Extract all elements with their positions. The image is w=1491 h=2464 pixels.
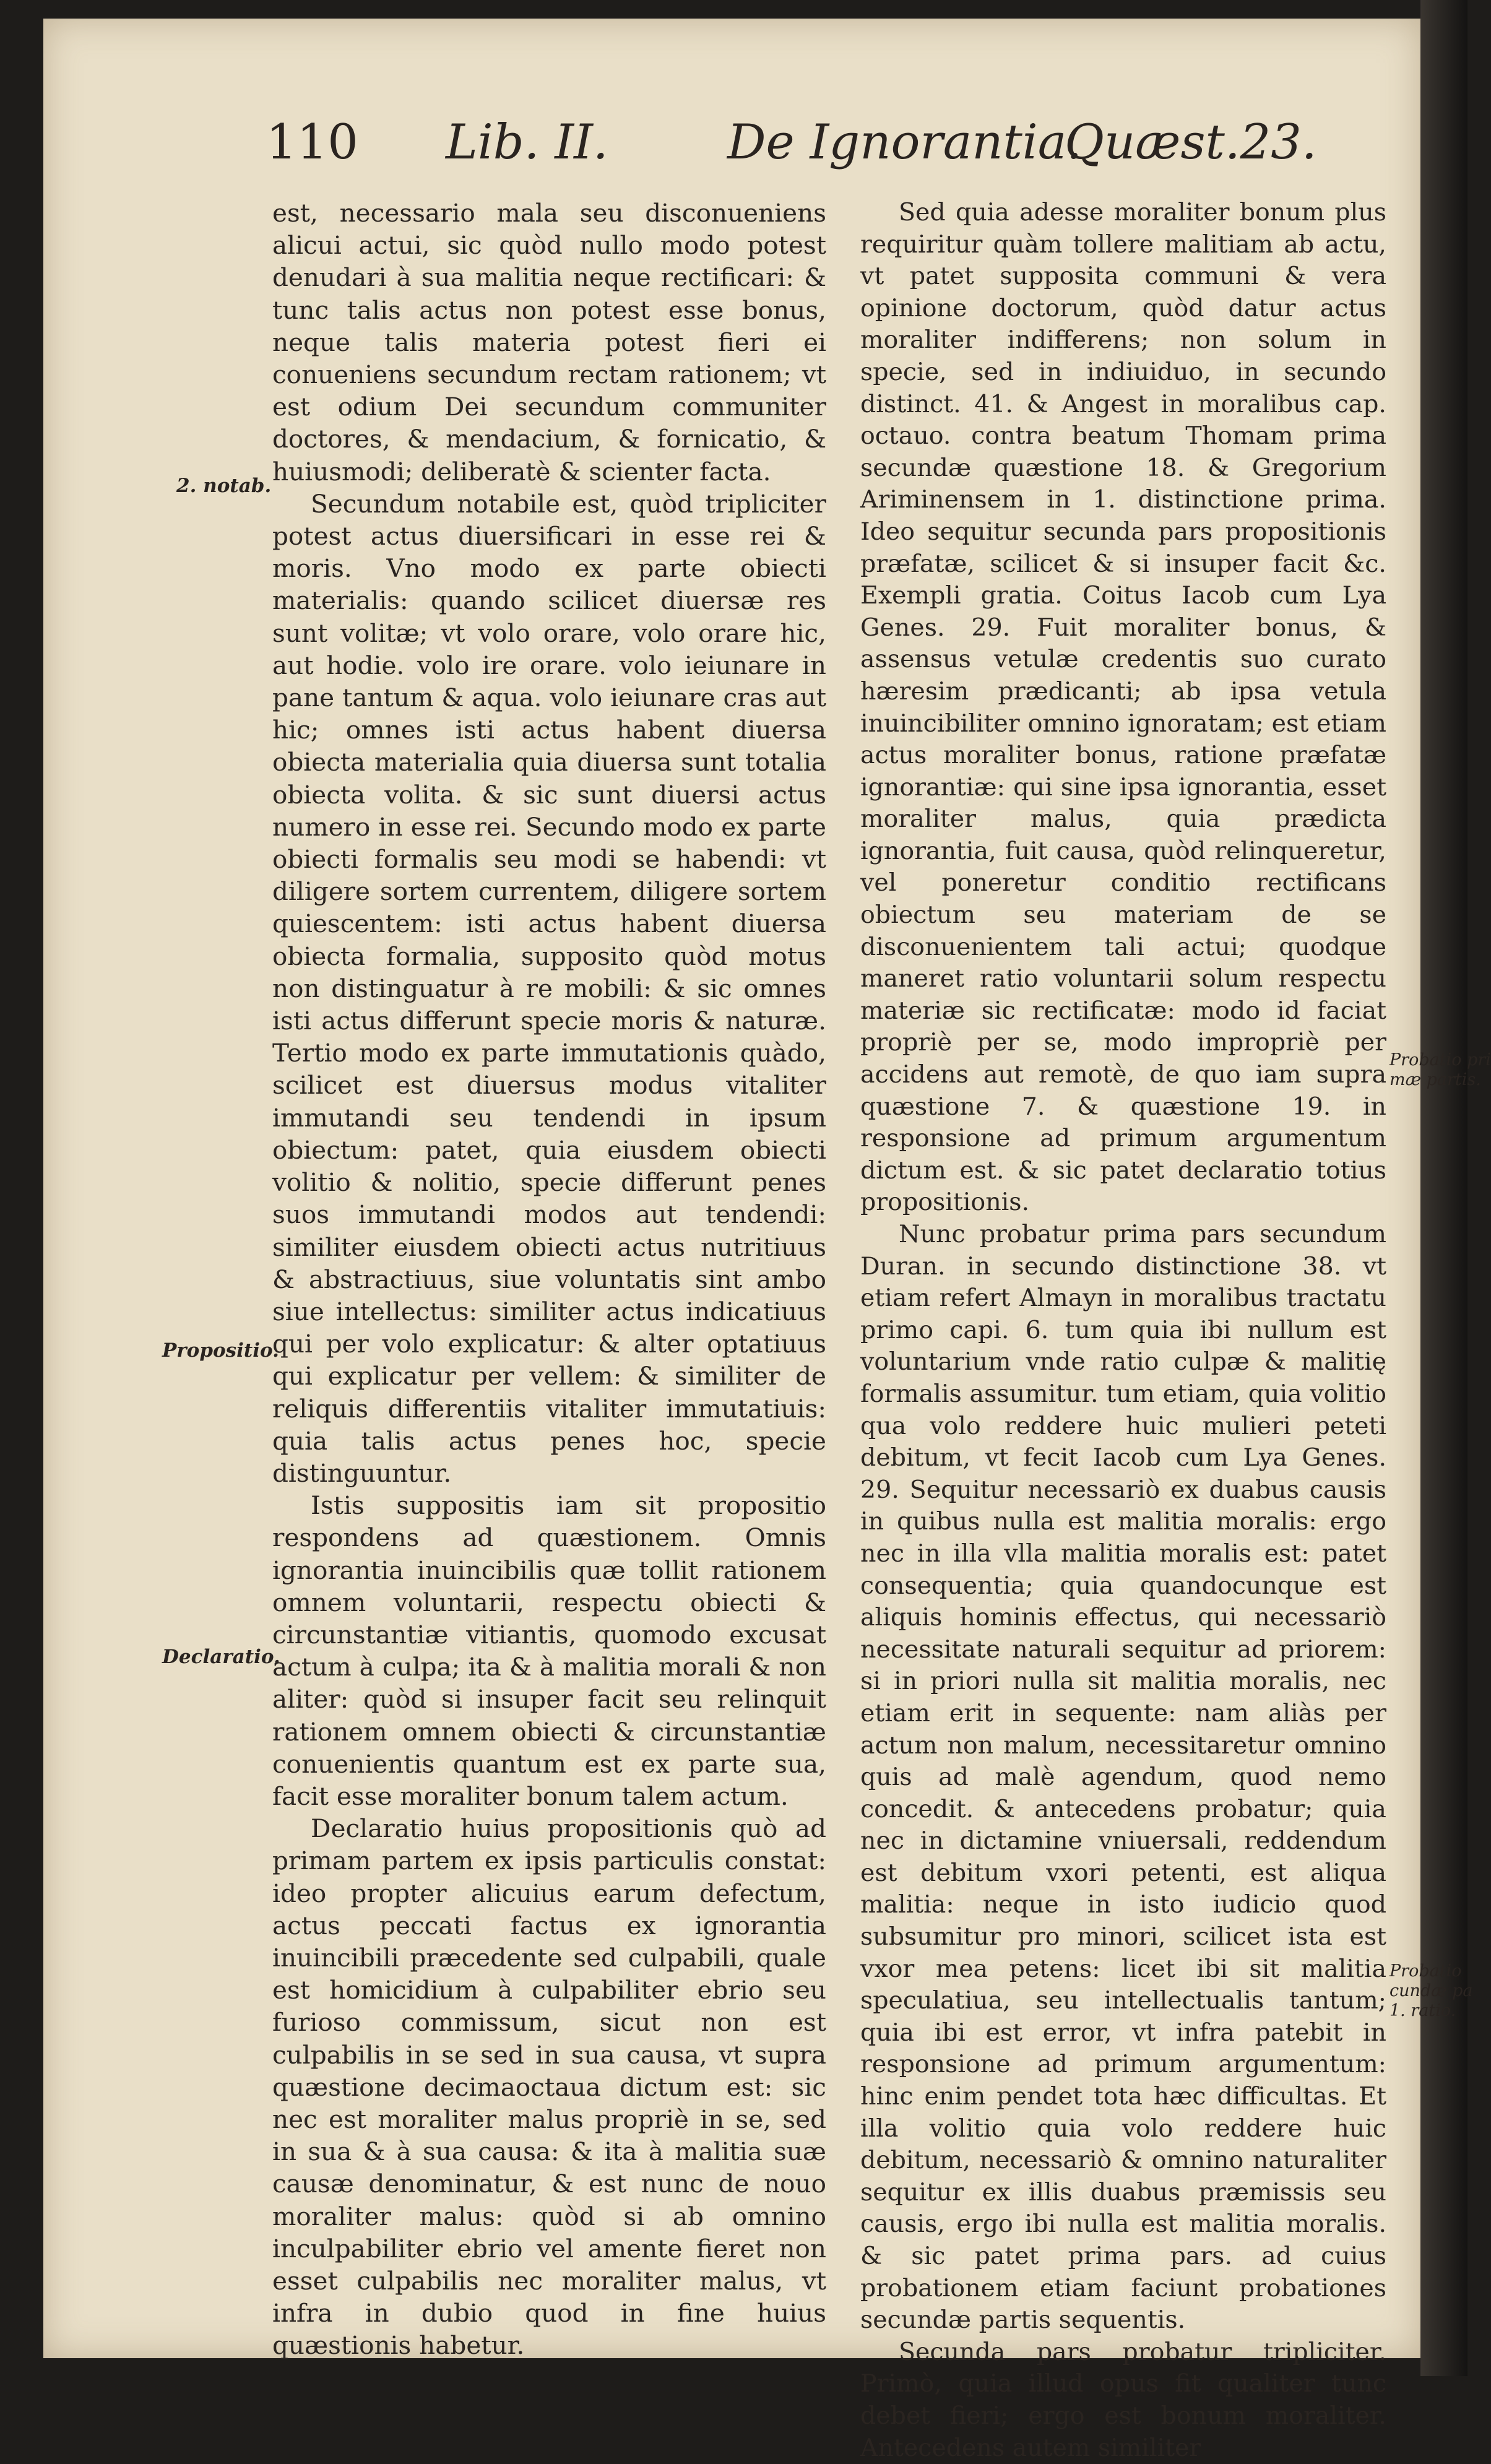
paragraph: Nunc probatur prima pars secundum Duran. in secundo distinctione 38. vt etiam refert Almayn in moralibus tractatu primo capi. 6. tum quia ibi nullum est voluntarium vnde ratio culpæ & malitię formalis assumitur. tum etiam, quia volitio qua volo reddere huic mulieri peteti debitum, vt fecit Iacob cum Lya Genes. 29. Sequitur necessariò ex duabus causis in quibus nulla est malitia moralis: ergo nec in illa vlla malitia moralis est: patet consequentia; quia quandocunque est aliquis hominis effectus, qui necessariò necessitate naturali sequitur ad priorem: si in priori nulla sit malitia moralis, nec etiam erit in sequente: nam aliàs per actum non malum, necessitaretur omnino quis ad malè agendum, quod nemo concedit. & antecedens probatur; quia nec in dictamine vniuersali, reddendum est debitum vxori petenti, est aliqua malitia: neque in isto iudicio quod subsumitur pro minori, scilicet ista est vxor mea petens: licet ibi sit malitia speculatiua, seu intellectualis tantum; quia ibi est error, vt infra patebit in responsione ad primum argumentum: hinc enim pendet tota hæc difficultas. Et illa volitio quia volo reddere huic debitum, necessariò & omnino naturaliter sequitur ex illis duabus præmissis seu causis, ergo ibi nulla est malitia moralis. & sic patet prima pars. ad cuius probationem etiam faciunt probationes secundæ partis sequentis. [860,1220,1386,2335]
paragraph: Secunda pars probatur tripliciter. Primò, quia illud opus fit qualiter tunc debet fieri; ergo est bonum moraliter. Antecedens autem similiter [860,2337,1386,2462]
paragraph: Declaratio huius propositionis quò ad primam partem ex ipsis particulis constat: ideo propter alicuius earum defectum, actus peccati factus ex ignorantia inuincibili præcedente sed culpabili, quale est homicidium à culpabiliter ebrio seu furioso commissum, sicut non est culpabilis in se sed in sua causa, vt supra quæstione decimaoctaua dictum est: sic nec est moraliter malus propriè in se, sed in sua & à sua causa: & ita à malitia suæ causæ denominatur, & est nunc de nouo moraliter malus: quòd si ab omnino inculpabiliter ebrio vel amente fieret non esset culpabilis nec moraliter malus, vt infra in dubio quod in fine huius quæstionis habetur. [272,1813,826,2361]
paragraph: Istis suppositis iam sit propositio respondens ad quæstionem. Omnis ignorantia inuincibilis quæ tollit rationem omnem voluntarii, respectu obiecti & circunstantiæ vitiantis, quomodo excusat actum à culpa; ita & à malitia morali & non aliter: quòd si insuper facit seu relinquit rationem omnem obiecti & circunstantiæ conuenientis quantum est ex parte sua, facit esse moraliter bonum talem actum. [272,1490,826,1811]
right-column [860,197,1386,2464]
question-label: Quæst.23. [1065,115,1317,170]
margin-note-probatio-secunda-1: Probatio [1389,1961,1462,1981]
page-number: 110 [266,115,358,170]
running-header [266,115,1317,183]
left-column [272,197,826,2362]
chapter-title: De Ignorantia. [727,115,1083,170]
book-label: Lib. II. [446,115,608,170]
margin-note-probatio-secunda-2: cundæ pa [1389,1981,1473,2000]
margin-note-notab: 2. notab. [176,475,272,497]
margin-note-probatio-secunda-3: 1. ratio. [1389,2001,1456,2020]
margin-note-declaratio: Declaratio. [162,1646,280,1668]
paragraph: Sed quia adesse moraliter bonum plus requiritur quàm tollere malitiam ab actu, vt patet supposita communi & vera opinione doctorum, quòd datur actus moraliter indifferens; non solum in specie, sed in indiuiduo, in secundo distinct. 41. & Angest in moralibus cap. octauo. contra beatum Thomam prima secundæ quæstione 18. & Gregorium Ariminensem in 1. distinctione prima. Ideo sequitur secunda pars propositionis præfatæ, scilicet & si insuper facit &c. Exempli gratia. Coitus Iacob cum Lya Genes. 29. Fuit moraliter bonus, & assensus vetulæ credentis suo curato hæresim prædicanti; ab ipsa vetula inuincibiliter omnino ignoratam; est etiam actus moraliter bonus, ratione præfatæ ignorantiæ: qui sine ipsa ignorantia, esset moraliter malus, quia prædicta ignorantia, fuit causa, quòd relinqueretur, vel poneretur conditio rectificans obiectum seu materiam de se disconuenientem tali actui; quodque maneret ratio voluntarii solum respectu materiæ sic rectificatæ: modo id faciat propriè per se, modo impropriè per accidens aut remotè, de quo iam supra quæstione 7. & quæstione 19. in responsione ad primum argumentum dictum est. & sic patet declaratio totius propositionis. [860,198,1386,1217]
margin-note-probatio-prima-1: Probatio pri [1389,1050,1491,1070]
margin-note-propositio: Propositio. [162,1339,279,1362]
paragraph: Secundum notabile est, quòd tripliciter potest actus diuersificari in esse rei & moris. Vno modo ex parte obiecti materialis: quando scilicet diuersæ res sunt volitæ; vt volo orare, volo orare hic, aut hodie. volo ire orare. volo ieiunare in pane tantum & aqua. volo ieiunare cras aut hic; omnes isti actus habent diuersa obiecta materialia quia diuersa sunt totalia obiecta volita. & sic sunt diuersi actus numero in esse rei. Secundo modo ex parte obiecti formalis seu modi se habendi: vt diligere sortem currentem, diligere sortem quiescentem: isti actus habent diuersa obiecta formalia, supposito quòd motus non distinguatur à re mobili: & sic omnes isti actus differunt specie moris & naturæ. Tertio modo ex parte immutationis quàdo, scilicet est diuersus modus vitaliter immutandi seu tendendi in ipsum obiectum: patet, quia eiusdem obiecti volitio & nolitio, specie differunt penes suos immutandi modos aut tendendi: similiter eiusdem obiecti actus nutritiuus & abstractiuus, siue voluntatis sint ambo siue intellectus: similiter actus indicatiuus qui per volo explicatur: & alter optatiuus qui explicatur per vellem: & similiter de reliquis differentiis vitaliter immutatiuis: quia talis actus penes hoc, specie distinguuntur. [272,488,826,1488]
margin-note-probatio-prima-2: mæ partis. [1389,1070,1481,1089]
paragraph: est, necessario mala seu disconueniens alicui actui, sic quòd nullo modo potest denudari à sua malitia neque rectificari: & tunc talis actus non potest esse bonus, neque talis materia potest fieri ei conueniens secundum rectam rationem; vt est odium Dei secundum communiter doctores, & mendacium, & fornicatio, & huiusmodi; deliberatè & scienter facta. [272,198,826,486]
